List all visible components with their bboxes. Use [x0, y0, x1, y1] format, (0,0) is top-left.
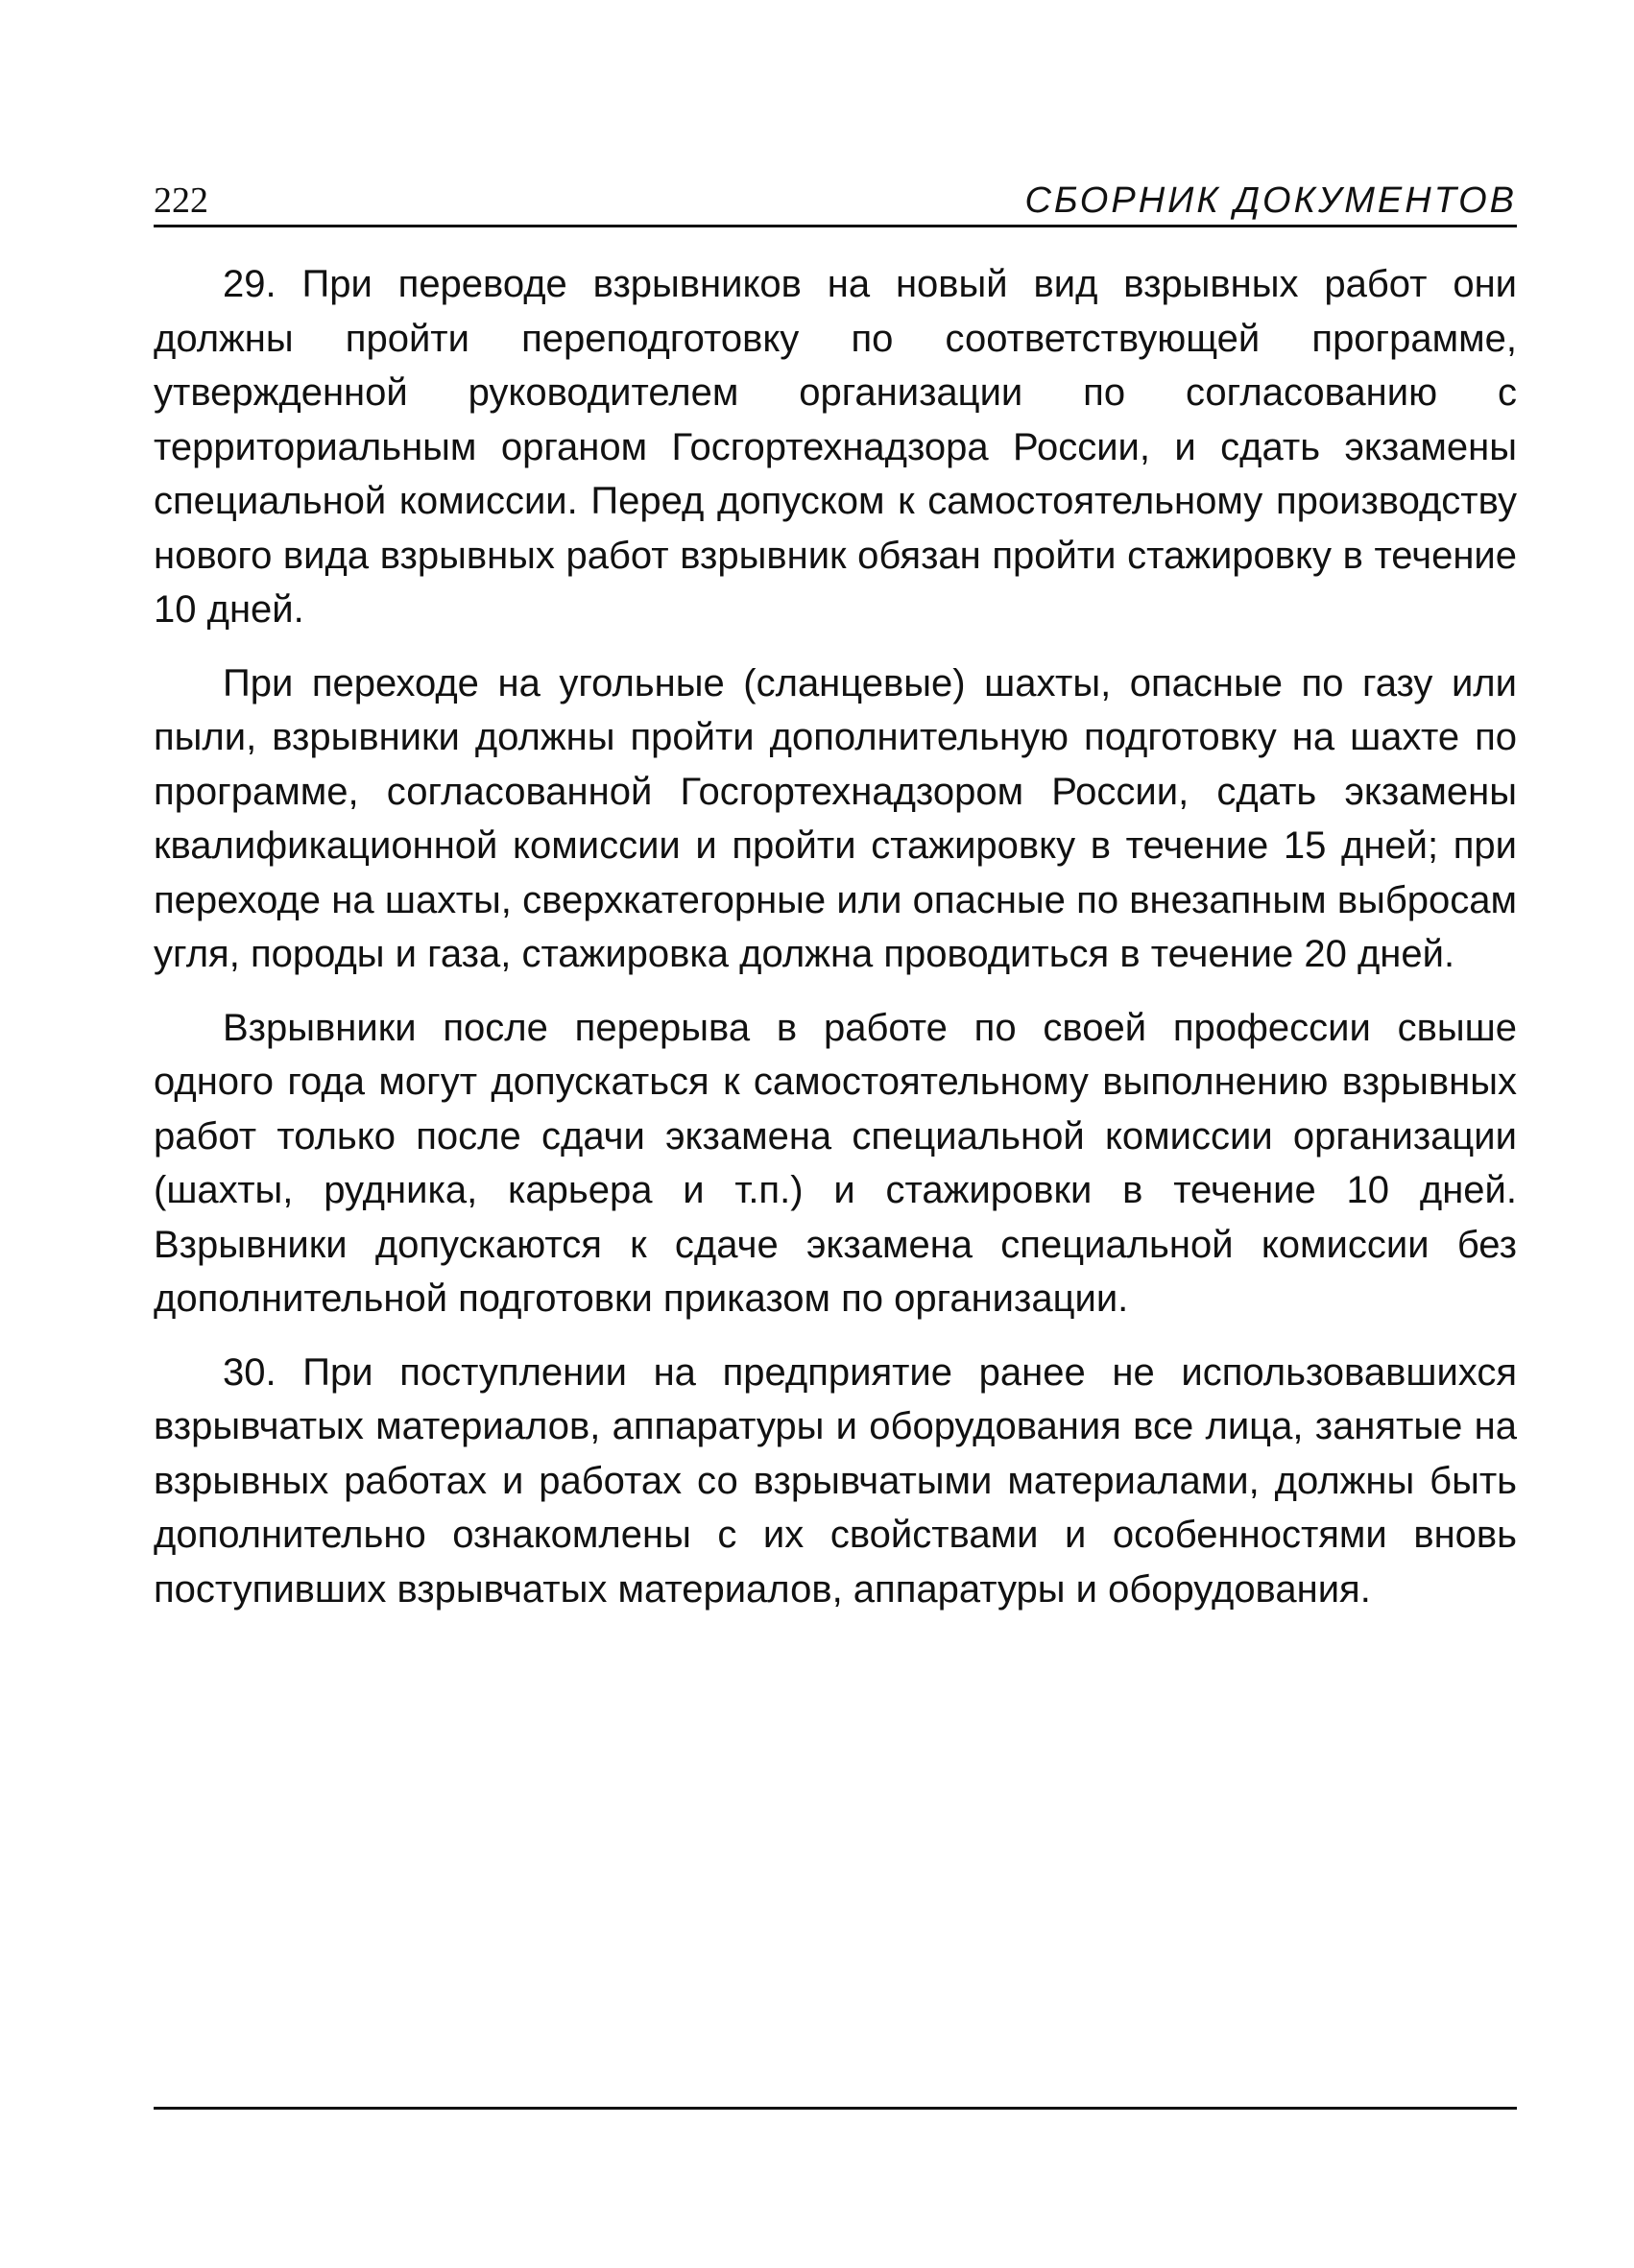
- paragraph-coal-mines: При переходе на угольные (сланцевые) шахты, опасные по газу или пыли, взрывники должны пройти дополнительную подготовку на шахте по программе, согласованной Госгортехнадзором России, сдать экзамены квалификационной комиссии и пройти стажировку в течение 15 дней; при переходе на шахты, сверхкатегорные или опасные по внезапным выбросам угля, породы и газа, стажировка должна проводиться в течение 20 дней.: [154, 661, 1517, 975]
- paragraph-item-30: 30. При поступлении на предприятие ранее не использовавшихся взрывчатых материалов, аппаратуры и оборудования все лица, занятые на взрывных работах и работах со взрывчатыми материалами, должны быть дополнительно ознакомлены с их свойствами и особенностями вновь поступивших взрывчатых материалов, аппаратуры и оборудования.: [154, 1350, 1517, 1611]
- paragraph-work-break: Взрывники после перерыва в работе по своей профессии свыше одного года могут допускаться к самостоятельному выполнению взрывных работ только после сдачи экзамена специальной комиссии организации (шахты, рудника, карьера и т.п.) и стажировки в течение 10 дней. Взрывники допускаются к сдаче экзамена специальной комиссии без дополнительной подготовки приказом по организации.: [154, 1006, 1517, 1320]
- page-number: 222: [154, 180, 208, 221]
- footer-divider: [154, 2107, 1517, 2110]
- header-title: СБОРНИК ДОКУМЕНТОВ: [1024, 180, 1517, 221]
- body-text: [154, 257, 1517, 1635]
- paragraph-item-29: 29. При переводе взрывников на новый вид взрывных работ они должны пройти переподготовку по соответствующей программе, утвержденной руководителем организации по согласованию с территориальным органом Госгортехнадзора России, и сдать экзамены специальной комиссии. Перед допуском к самостоятельному производству нового вида взрывных работ взрывник обязан пройти стажировку в течение 10 дней.: [154, 263, 1517, 631]
- running-header: [154, 163, 1517, 227]
